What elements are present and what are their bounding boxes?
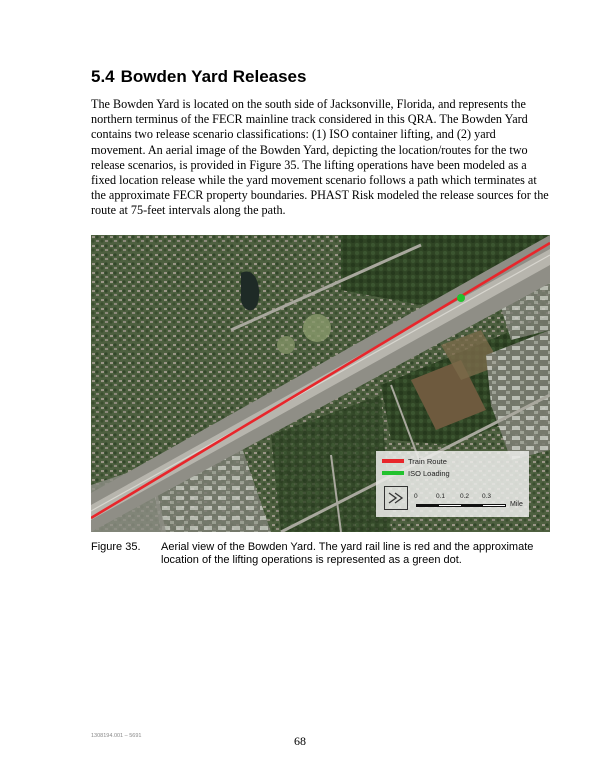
train-route-swatch [382, 459, 404, 463]
scale-bar [414, 493, 522, 515]
legend-item-iso-loading [382, 468, 450, 478]
map-legend [376, 451, 529, 517]
legend-label: Train Route [408, 456, 447, 466]
scale-tick: 0 [414, 493, 418, 500]
page-number: 68 [294, 734, 306, 748]
legend-label: ISO Loading [408, 468, 450, 478]
caption-text: Aerial view of the Bowden Yard. The yard rail line is red and the approximate location of the lifting operations is represented as a green dot. [161, 541, 534, 566]
legend-item-train-route [382, 456, 447, 466]
document-id: 1308194.001 – 5691 [91, 733, 142, 739]
scale-bar-graphic [416, 504, 506, 507]
scale-tick: 0.1 [436, 493, 446, 500]
scale-unit: Mile [510, 501, 523, 508]
iso-loading-swatch [382, 471, 404, 475]
section-title: Bowden Yard Releases [120, 67, 307, 86]
section-number: 5.4 [91, 67, 115, 86]
body-paragraph: The Bowden Yard is located on the south side of Jacksonville, Florida, and represents the northern terminus of the FECR mainline track considered in this QRA. The Bowden Yard contains two release scenario classifications: (1) ISO container lifting, and (2) yard movement. An aerial image of the Bowden Yard, depicting the location/routes for the two release scenarios, is provided in Figure 35. The lifting operations have been modeled as a fixed location release while the yard movement scenario follows a path which terminates at the approximate FECR property boundaries. PHAST Risk modeled the release sources for the route at 75-feet intervals along the path. [91, 97, 549, 218]
scale-tick: 0.3 [482, 493, 492, 500]
iso-loading-dot [457, 294, 465, 302]
caption-label: Figure 35. [91, 541, 141, 553]
scale-tick: 0.2 [460, 493, 470, 500]
north-arrow-icon [384, 486, 408, 510]
section-heading [91, 67, 306, 87]
